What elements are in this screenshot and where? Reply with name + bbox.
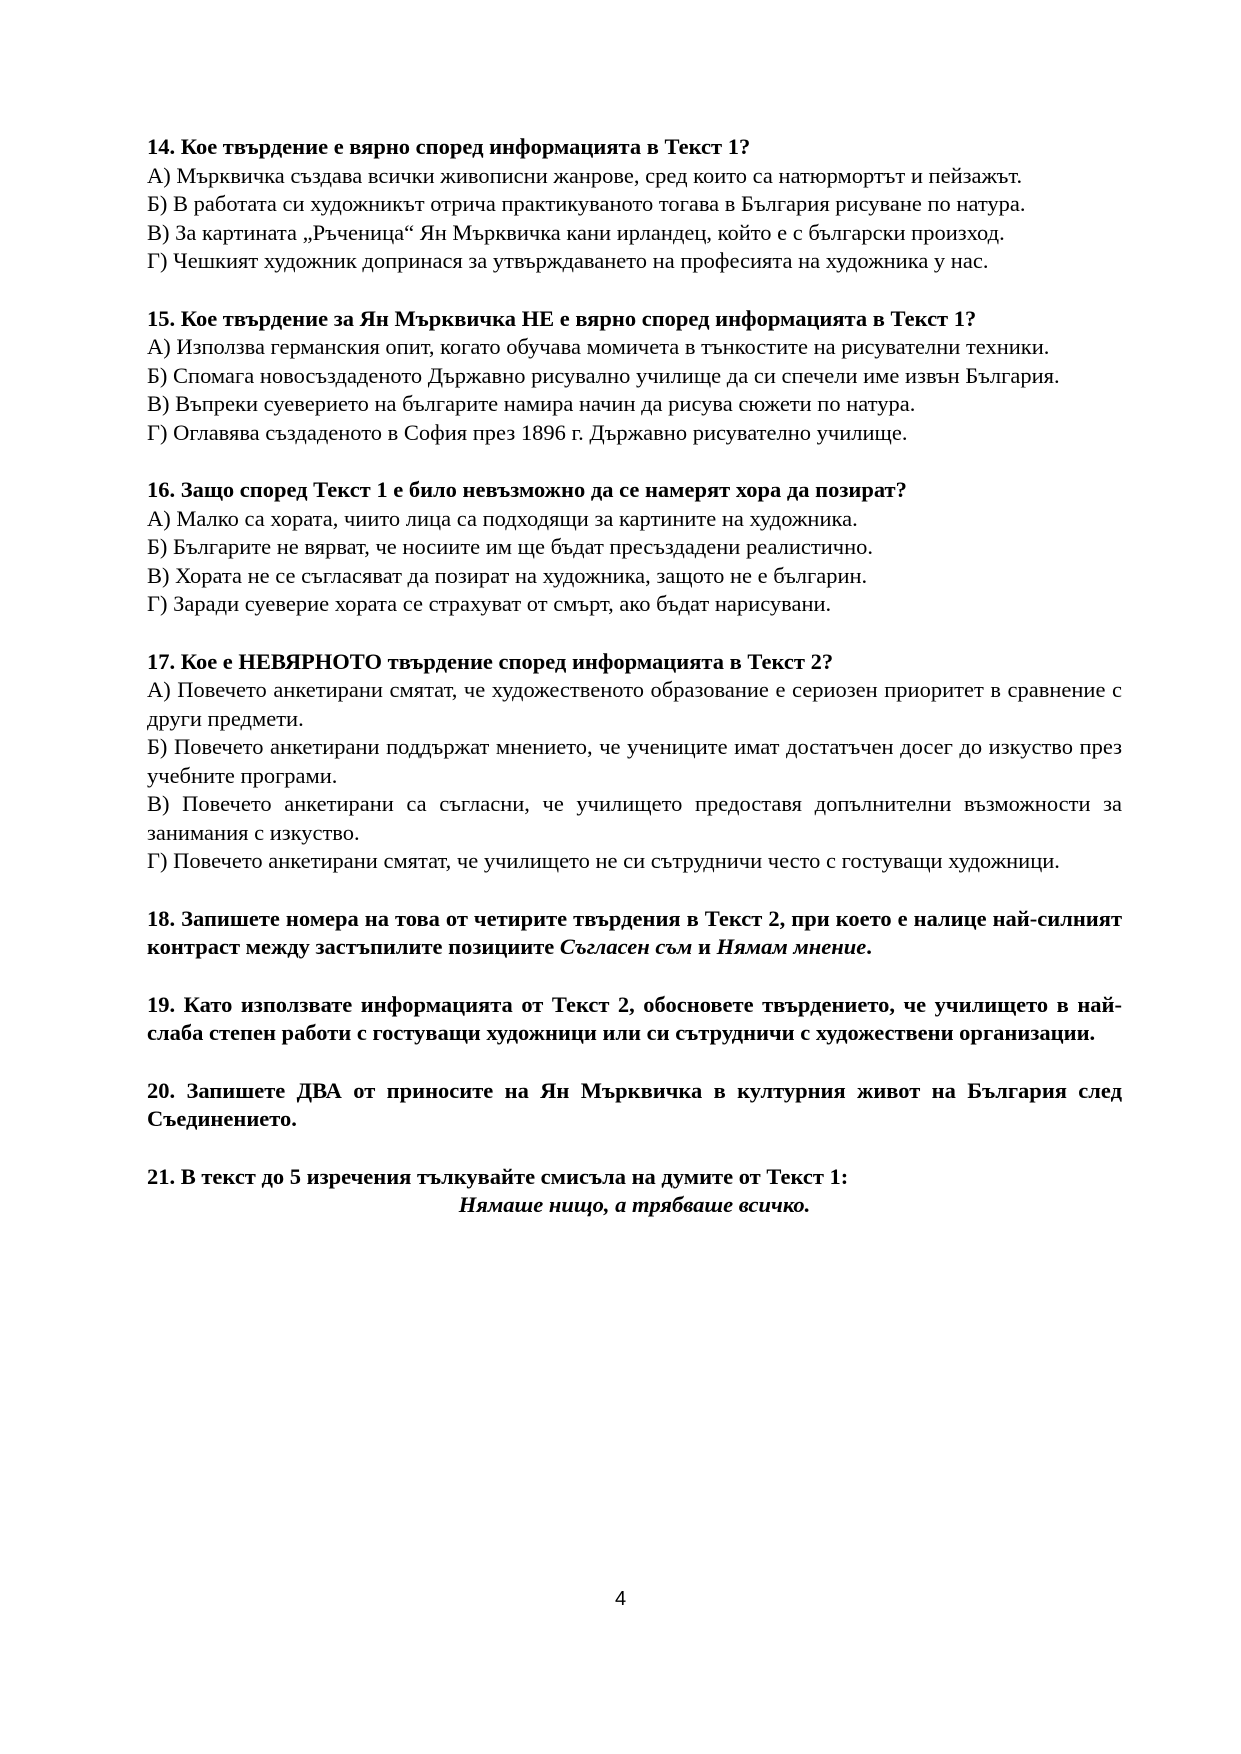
question-17 — [147, 648, 1122, 876]
answer-option-c: В) Повечето анкетирани са съгласни, че училището предоставя допълнителни възможности за занимания с изкуство. — [147, 791, 1122, 845]
question-15 — [147, 305, 1122, 448]
question-title: 15. Кое твърдение за Ян Мърквичка НЕ е вярно според информацията в Текст 1? — [147, 305, 977, 331]
question-18 — [147, 905, 1122, 962]
position-no-opinion: Нямам мнение — [716, 934, 867, 959]
question-20: 20. Запишете ДВА от приносите на Ян Мърквичка в културния живот на България след Съединението. — [147, 1077, 1122, 1131]
answer-option-b: Б) Спомага новосъздаденото Държавно рисувално училище да си спечели име извън България. — [147, 362, 1060, 388]
question-title: 17. Кое е НЕВЯРНОТО твърдение според информацията в Текст 2? — [147, 648, 834, 674]
question-21 — [147, 1163, 1122, 1220]
answer-option-d: Г) Чешкият художник допринася за утвърждаването на професията на художника у нас. — [147, 248, 989, 273]
answer-option-d: Г) Оглавява създаденото в София през 1896 г. Държавно рисувателно училище. — [147, 419, 908, 445]
answer-option-a: А) Малко са хората, чиито лица са подходящи за картините на художника. — [147, 505, 858, 531]
question-title: 21. В текст до 5 изречения тълкувайте смисъла на думите от Текст 1: — [147, 1163, 849, 1189]
question-18-conjunction: и — [692, 934, 717, 959]
question-16 — [147, 476, 1122, 619]
question-14 — [147, 133, 1122, 276]
answer-option-a: А) Мърквичка създава всички живописни жанрове, сред които са натюрмортът и пейзажът. — [147, 162, 1023, 188]
answer-option-c: В) Въпреки суеверието на българите намира начин да рисува сюжети по натура. — [147, 391, 916, 416]
answer-option-b: Б) Повечето анкетирани поддържат мнението, че учениците имат достатъчен досег до изкуство през учебните програми. — [147, 734, 1122, 788]
answer-option-a: А) Използва германския опит, когато обучава момичета в тънкостите на рисувателни техники. — [147, 334, 1050, 359]
page-content — [147, 133, 1122, 1249]
position-agree: Съгласен съм — [559, 934, 693, 959]
question-18-period: . — [866, 934, 872, 959]
question-title: 14. Кое твърдение е вярно според информацията в Текст 1? — [147, 134, 751, 159]
question-18-text: 18. Запишете номера на това от четирите твърдения в Текст 2, при което е налице най-силният контраст между застъпилите позициите — [147, 905, 1122, 959]
answer-option-c: В) За картината „Ръченица“ Ян Мърквичка кани ирландец, който е с български произход. — [147, 219, 1005, 245]
question-title: 16. Защо според Текст 1 е било невъзможно да се намерят хора да позират? — [147, 477, 907, 502]
quote: Нямаше нищо, а трябваше всичко. — [458, 1192, 811, 1217]
answer-option-d: Г) Повечето анкетирани смятат, че училището не си сътрудничи често с гостуващи художници. — [147, 848, 1060, 873]
answer-option-b: Б) В работата си художникът отрича практикуваното тогава в България рисуване по натура. — [147, 191, 1026, 216]
answer-option-d: Г) Заради суеверие хората се страхуват от смърт, ако бъдат нарисувани. — [147, 591, 832, 616]
answer-option-c: В) Хората не се съгласяват да позират на художника, защото не е българин. — [147, 562, 868, 588]
answer-option-b: Б) Българите не вярват, че носиите им ще бъдат пресъздадени реалистично. — [147, 534, 874, 559]
question-19: 19. Като използвате информацията от Текст 2, обосновете твърдението, че училището в най-слаба степен работи с гостуващи художници или си сътрудничи с художествени организации. — [147, 991, 1122, 1045]
answer-option-a: А) Повечето анкетирани смятат, че художественото образование е сериозен приоритет в сравнение с други предмети. — [147, 677, 1122, 731]
page-number: 4 — [614, 1588, 627, 1610]
